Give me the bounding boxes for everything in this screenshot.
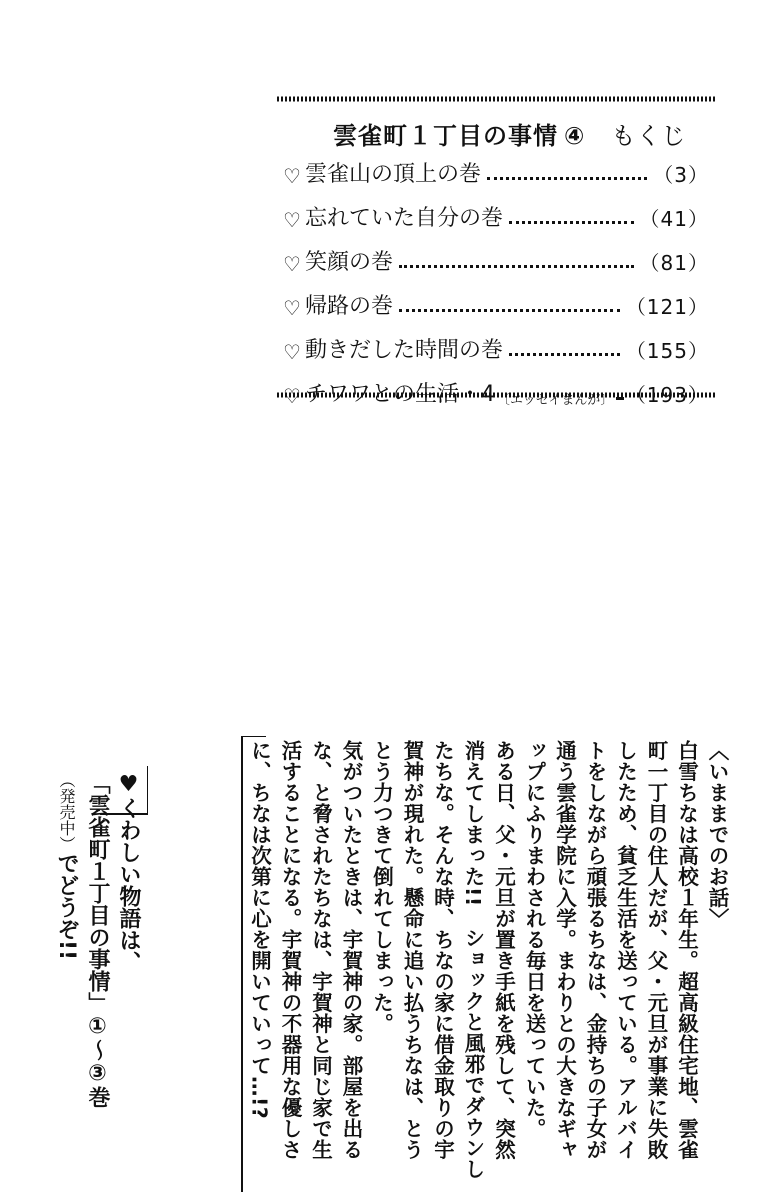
toc-entry-note: 〔エッセイまんが〕 [497,393,614,408]
toc-entry-page: （3） [653,163,709,187]
toc-entry-page: （81） [639,251,709,275]
box-line: 「雲雀町１丁目の事情」①〜③巻 [85,772,110,1108]
toc-dot-leader [509,352,620,356]
toc-entry-page: （193） [625,383,709,407]
toc-entry-page: （155） [625,339,709,363]
toc-entry-title: 忘れていた自分の巻 [305,206,504,231]
toc-entry-page: （121） [625,295,709,319]
toc-entry [283,364,709,408]
box-note: （発売中） [57,772,76,852]
toc-dot-leader [399,308,620,312]
previous-volumes-text [51,772,144,1108]
toc-dot-leader [399,264,634,268]
toc-entry [283,188,709,232]
box-line [51,772,82,1108]
box-line: ♥くわしい物語は、 [116,772,141,973]
table-of-contents [277,96,717,408]
synopsis-heading: 〈いままでのお話〉 [705,740,729,929]
heart-icon: ♡ [283,296,301,320]
synopsis-paragraph: 気がついたときは、宇賀神の家。部屋を出るな、と脅されたちなは、宇賀神と同じ家で生活することになる。宇賀神の不器用な優しさに、ちなは次第に心を開いていって…!? [247,740,363,1160]
toc-entry [283,144,709,188]
toc-entry [283,232,709,276]
toc-entry [283,276,709,320]
toc-entry-title: 動きだした時間の巻 [305,338,504,363]
toc-entry [283,320,709,364]
heart-icon: ♡ [283,384,301,408]
toc-entry-page: （41） [639,207,709,231]
synopsis-text [244,740,732,1180]
toc-entry-title: 笑顔の巻 [305,250,394,275]
toc-top-dotted-rule [277,96,717,102]
toc-entry-title: 帰路の巻 [305,294,394,319]
heart-icon: ♡ [283,252,301,276]
toc-volume-number: ④ [564,122,586,150]
toc-entry-list [283,144,709,408]
toc-series-title: 雲雀町１丁目の事情 [333,122,558,150]
toc-entry-title: チワワとの生活・4 [305,382,495,407]
synopsis-paragraph: ある日、父・元旦が置き手紙を残して、突然消えてしまった!! ショックと風邪でダウンしたちな。そんな時、ちなの家に借金取りの宇賀神が現れた。懸命に追い払うちなは、とうとう力つきて倒れてしまった。 [369,740,516,1180]
toc-dot-leader [487,176,647,180]
toc-entry-title: 雲雀山の頂上の巻 [305,162,482,187]
box-closing: でどうぞ!! [54,852,79,961]
synopsis-paragraph: 白雪ちなは高校１年生。超高級住宅地、雲雀町一丁目の住人だが、父・元旦が事業に失敗したため、貧乏生活を送っている。アルバイトをしながら頑張るちなは、金持ちの子女が通う雲雀学院に入学。まわりとの大きなギャップにふりまわされる毎日を送っていた。 [522,740,699,1160]
heart-icon: ♡ [283,164,301,188]
heart-icon: ♡ [283,340,301,364]
toc-dot-leader [509,220,634,224]
toc-bottom-dotted-rule [277,392,717,398]
heart-icon: ♡ [283,208,301,232]
previous-volumes-box [54,764,148,1194]
story-synopsis [236,736,736,1196]
toc-subtitle: もくじ [611,122,687,150]
